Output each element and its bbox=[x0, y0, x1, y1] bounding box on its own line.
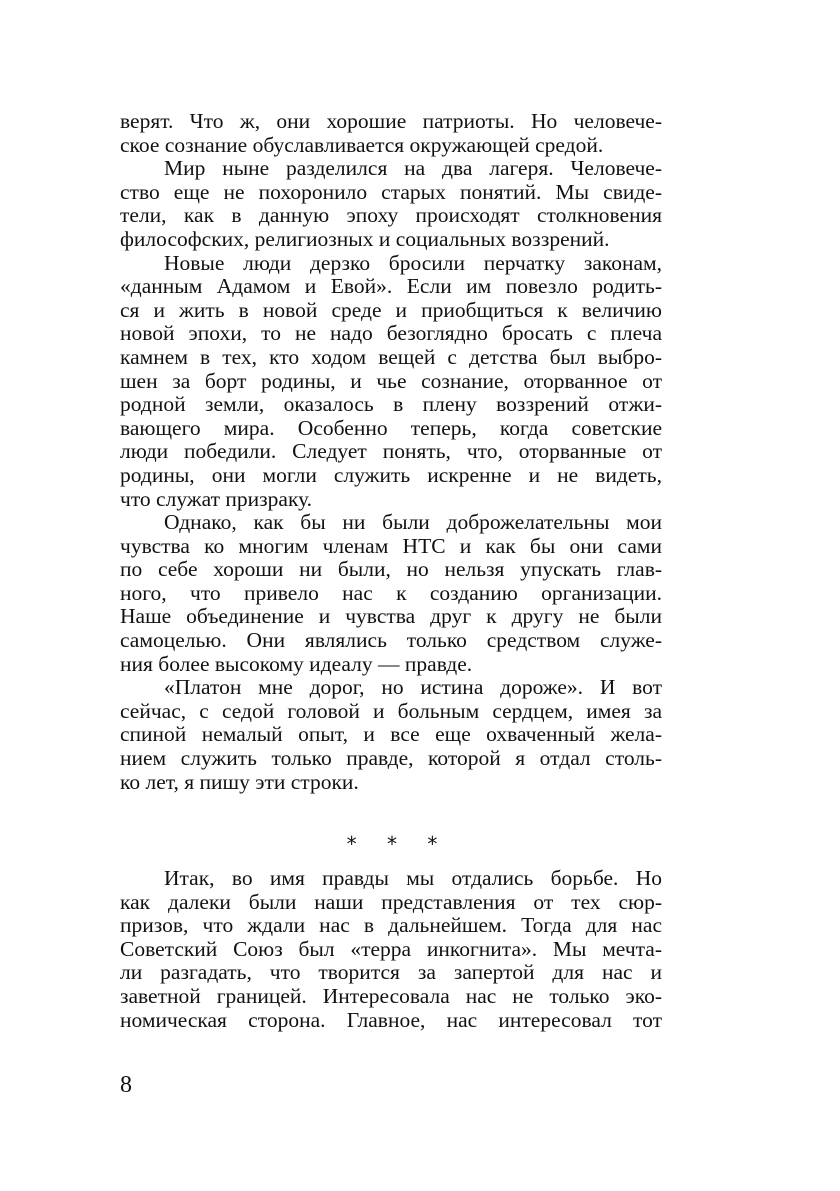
text-line: вающего мира. Особенно теперь, когда советские bbox=[120, 415, 662, 440]
text-line: ния более высокому идеалу — правде. bbox=[120, 651, 473, 676]
text-line: как далеки были наши представления от тех сюр- bbox=[120, 889, 662, 914]
text-block-1 bbox=[120, 110, 662, 794]
text-line: ли разгадать, что творится за запертой для нас и bbox=[120, 960, 662, 985]
text-line: сейчас, с седой головой и больным сердцем, имея за bbox=[120, 698, 662, 723]
text-line: Новые люди дерзко бросили перчатку законам, bbox=[164, 250, 662, 275]
text-line: «данным Адамом и Евой». Если им повезло родить- bbox=[120, 274, 662, 299]
page-number: 8 bbox=[120, 1072, 132, 1098]
section-separator: * * * bbox=[346, 832, 450, 856]
text-line: по себе хороши ни были, но нельзя упускать глав- bbox=[120, 557, 662, 582]
text-line: люди победили. Следует понять, что, оторванные от bbox=[120, 439, 662, 464]
text-line: Мир ныне разделился на два лагеря. Человече- bbox=[164, 156, 662, 181]
text-line: спиной немалый опыт, и все еще охваченный жела- bbox=[120, 722, 662, 747]
text-line: Итак, во имя правды мы отдались борьбе. Но bbox=[164, 866, 662, 890]
text-line: родины, они могли служить искренне и не видеть, bbox=[120, 462, 662, 487]
text-line: призов, что ждали нас в дальнейшем. Тогда для нас bbox=[120, 913, 662, 938]
text-line: чувства ко многим членам НТС и как бы они сами bbox=[120, 533, 662, 558]
text-line: Однако, как бы ни были доброжелательны мои bbox=[164, 510, 662, 535]
text-line: что служат призраку. bbox=[120, 486, 313, 511]
text-line: философских, религиозных и социальных воззрений. bbox=[120, 226, 610, 251]
text-line: нием служить только правде, которой я отдал столь- bbox=[120, 746, 662, 771]
text-line: верят. Что ж, они хорошие патриоты. Но человече- bbox=[120, 109, 662, 133]
text-line: «Платон мне дорог, но истина дороже». И вот bbox=[164, 675, 662, 700]
text-line: ся и жить в новой среде и приобщиться к величию bbox=[120, 297, 662, 322]
text-line: номическая сторона. Главное, нас интересовал тот bbox=[120, 1007, 662, 1032]
text-line: ного, что привело нас к созданию организации. bbox=[120, 580, 662, 605]
text-line: Советский Союз был «терра инкогнита». Мы мечта- bbox=[120, 936, 662, 961]
text-line: ко лет, я пишу эти строки. bbox=[120, 769, 359, 794]
text-block-2 bbox=[120, 867, 662, 1032]
text-line: родной земли, оказалось в плену воззрений отжи- bbox=[120, 392, 662, 417]
text-line: ское сознание обуславливается окружающей средой. bbox=[120, 132, 604, 157]
text-line: самоцелью. Они являлись только средством служе- bbox=[120, 628, 662, 653]
text-line: заветной границей. Интересовала нас не только эко- bbox=[120, 983, 662, 1008]
text-line: тели, как в данную эпоху происходят столкновения bbox=[120, 203, 662, 228]
text-line: ство еще не похоронило старых понятий. Мы свиде- bbox=[120, 179, 662, 204]
text-line: камнем в тех, кто ходом вещей с детства был выбро- bbox=[120, 344, 662, 369]
text-line: Наше объединение и чувства друг к другу не были bbox=[120, 604, 662, 629]
text-line: новой эпохи, то не надо безоглядно бросать с плеча bbox=[120, 321, 662, 346]
text-line: шен за борт родины, и чье сознание, оторванное от bbox=[120, 368, 662, 393]
